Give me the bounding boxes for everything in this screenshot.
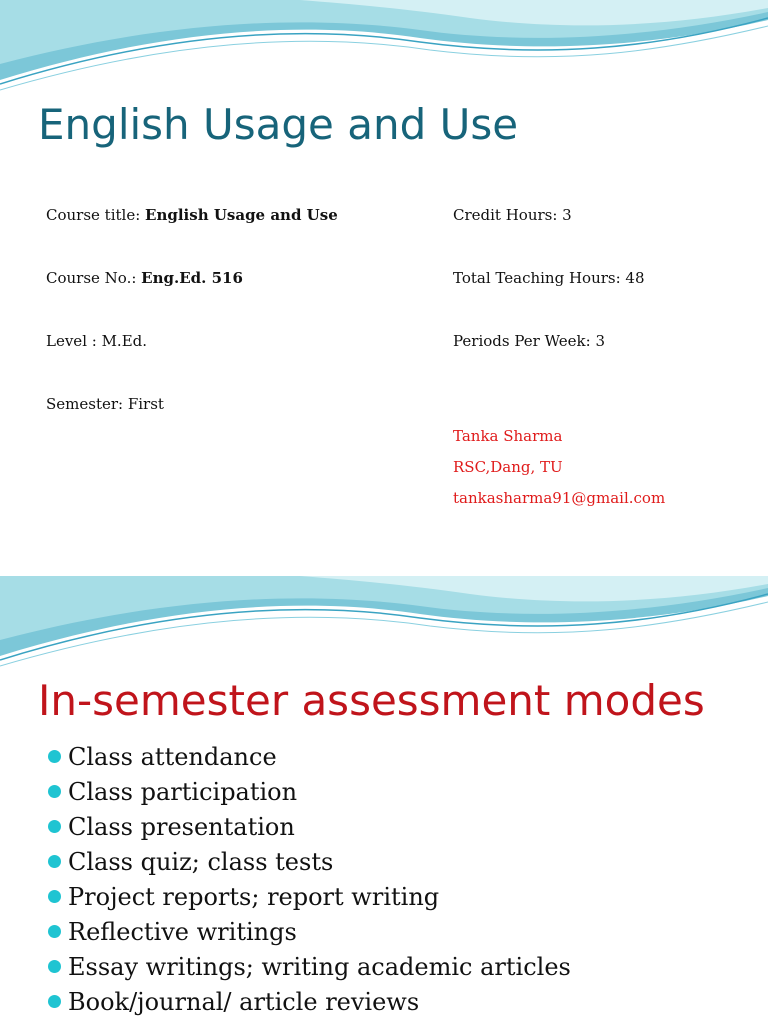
list-item-text: Class quiz; class tests — [68, 848, 334, 876]
list-item-text: Class participation — [68, 778, 298, 806]
credit-hours-line: Credit Hours: 3 — [453, 206, 572, 224]
bullet-dot-icon — [48, 820, 61, 833]
list-item — [46, 880, 571, 915]
course-number-line — [46, 269, 243, 287]
semester-line: Semester: First — [46, 395, 164, 413]
slide-title: In-semester assessment modes — [38, 676, 705, 725]
list-item — [46, 915, 571, 950]
slide-2 — [0, 576, 768, 1024]
list-item — [46, 810, 571, 845]
teaching-hours-line: Total Teaching Hours: 48 — [453, 269, 645, 287]
assessment-modes-list — [46, 740, 571, 1020]
list-item-text: Reflective writings — [68, 918, 297, 946]
course-number-label: Course No.: — [46, 269, 142, 287]
list-item-text: Project reports; report writing — [68, 883, 440, 911]
list-item-text: Book/journal/ article reviews — [68, 988, 420, 1016]
course-title-label: Course title: — [46, 206, 146, 224]
list-item — [46, 950, 571, 985]
author-email: tankasharma91@gmail.com — [453, 489, 666, 507]
list-item-text: Class attendance — [68, 743, 277, 771]
author-affiliation: RSC,Dang, TU — [453, 458, 563, 476]
bullet-dot-icon — [48, 995, 61, 1008]
course-title-value: English Usage and Use — [145, 206, 338, 224]
list-item — [46, 740, 571, 775]
list-item — [46, 985, 571, 1020]
level-line: Level : M.Ed. — [46, 332, 148, 350]
author-name: Tanka Sharma — [453, 427, 563, 445]
bullet-dot-icon — [48, 960, 61, 973]
header-wave-decoration — [0, 0, 768, 100]
header-wave-decoration — [0, 576, 768, 676]
bullet-dot-icon — [48, 855, 61, 868]
course-title-line — [46, 206, 338, 224]
list-item-text: Essay writings; writing academic articles — [68, 953, 571, 981]
list-item-text: Class presentation — [68, 813, 295, 841]
bullet-dot-icon — [48, 750, 61, 763]
bullet-dot-icon — [48, 785, 61, 798]
list-item — [46, 845, 571, 880]
periods-per-week-line: Periods Per Week: 3 — [453, 332, 605, 350]
course-number-value: Eng.Ed. 516 — [141, 269, 243, 287]
bullet-dot-icon — [48, 890, 61, 903]
slide-title: English Usage and Use — [38, 100, 519, 149]
bullet-dot-icon — [48, 925, 61, 938]
list-item — [46, 775, 571, 810]
